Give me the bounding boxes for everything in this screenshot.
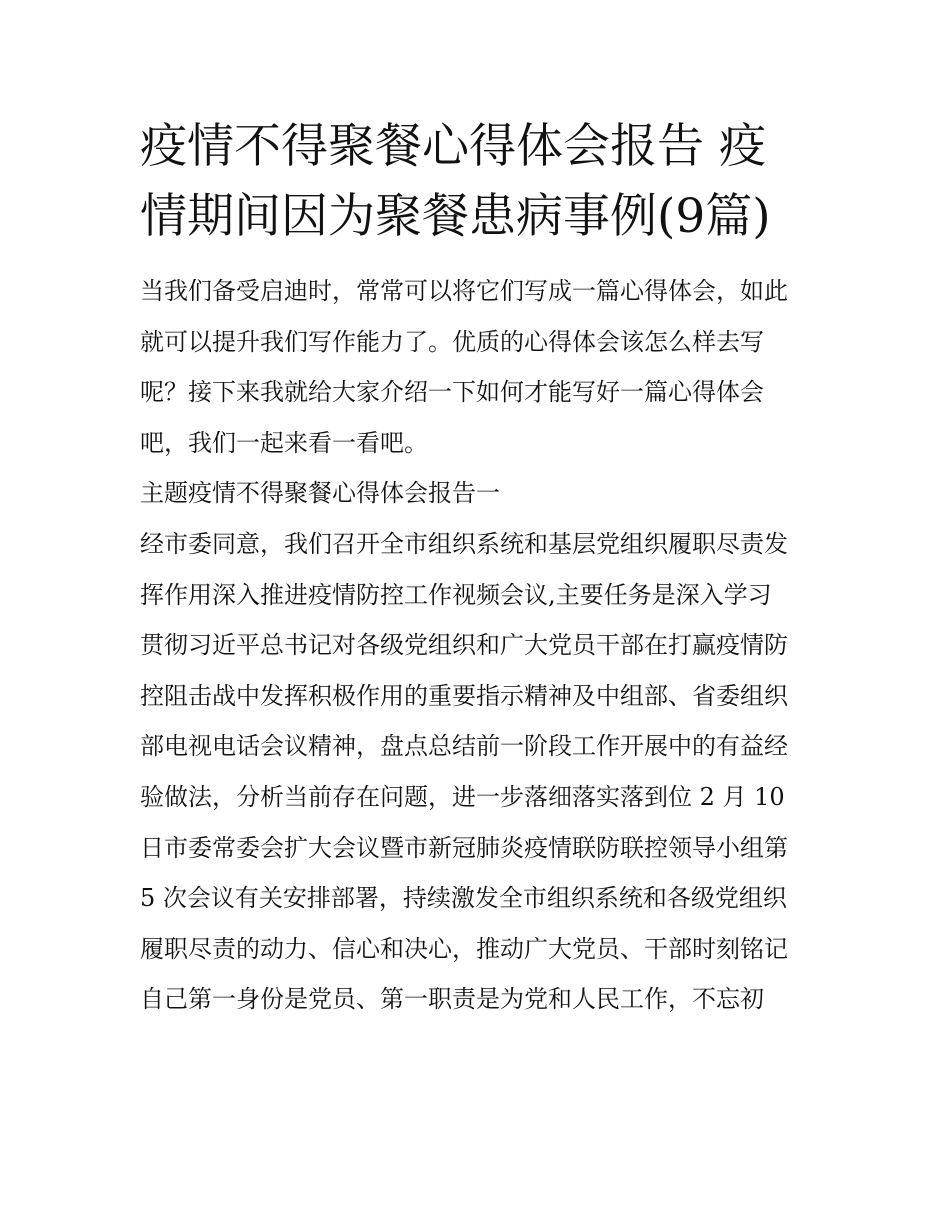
body-line: 5 次会议有关安排部署，持续激发全市组织系统和各级党组织 xyxy=(140,884,787,913)
body-line: 验做法，分析当前存在问题，进一步落细落实落到位 2 月 10 xyxy=(140,782,785,811)
body-line: 履职尽责的动力、信心和决心，推动广大党员、干部时刻铭记 xyxy=(140,934,788,963)
section-heading: 主题疫情不得聚餐心得体会报告一 xyxy=(140,479,500,508)
body-line: 控阻击战中发挥积极作用的重要指示精神及中组部、省委组织 xyxy=(140,681,788,710)
intro-paragraph xyxy=(140,266,812,468)
body-line: 挥作用深入推进疫情防控工作视频会议,主要任务是深入学习 xyxy=(140,580,772,609)
intro-line: 呢？接下来我就给大家介绍一下如何才能写好一篇心得体会 xyxy=(140,378,764,407)
body-paragraph xyxy=(140,519,812,1025)
document-title: 疫情不得聚餐心得体会报告 疫情期间因为聚餐患病事例(9篇) xyxy=(140,119,771,244)
document-page xyxy=(140,112,812,1025)
body-line: 自己第一身份是党员、第一职责是为党和人民工作，不忘初 xyxy=(140,985,764,1014)
body-line: 部电视电话会议精神，盘点总结前一阶段工作开展中的有益经 xyxy=(140,732,788,761)
intro-line: 就可以提升我们写作能力了。优质的心得体会该怎么样去写 xyxy=(140,327,764,356)
body-line: 经市委同意，我们召开全市组织系统和基层党组织履职尽责发 xyxy=(140,529,788,558)
intro-line: 吧，我们一起来看一看吧。 xyxy=(140,428,428,457)
body-line: 日市委常委会扩大会议暨市新冠肺炎疫情联防联控领导小组第 xyxy=(140,833,788,862)
intro-line: 当我们备受启迪时，常常可以将它们写成一篇心得体会，如此 xyxy=(140,277,788,305)
body-line: 贯彻习近平总书记对各级党组织和广大党员干部在打赢疫情防 xyxy=(140,631,788,660)
